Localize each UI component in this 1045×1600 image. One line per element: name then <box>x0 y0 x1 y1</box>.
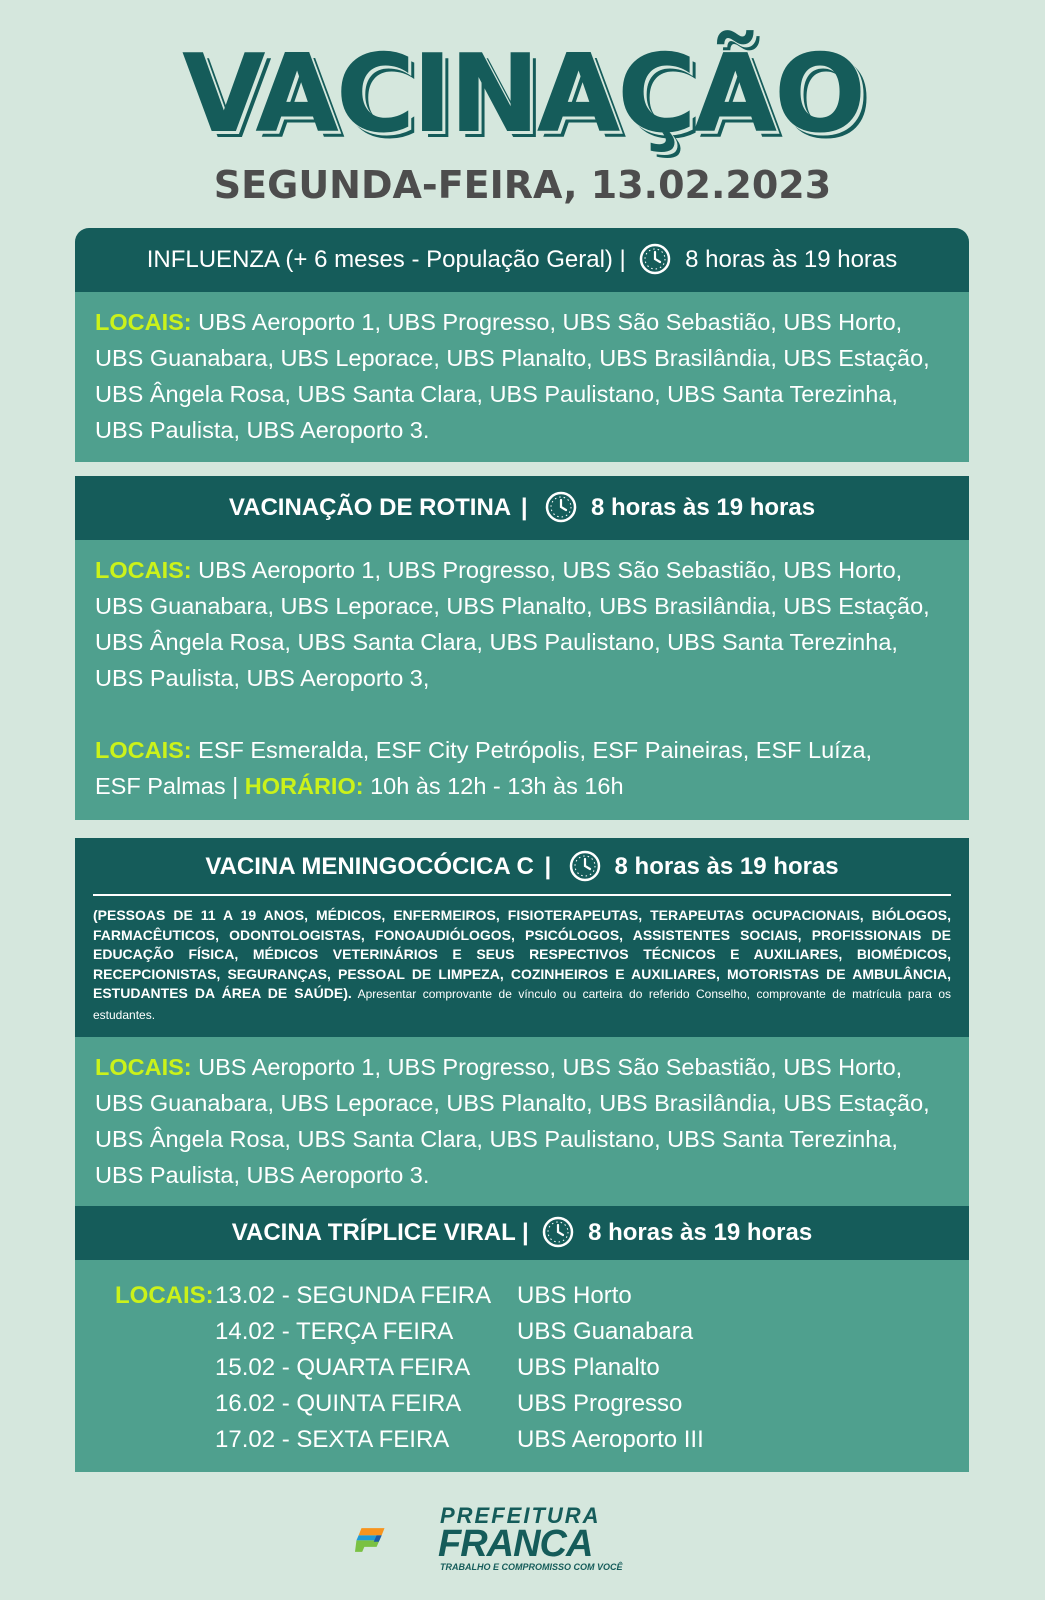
locais-line: UBS Paulista, UBS Aeroporto 3. <box>95 417 430 443</box>
card-title: VACINA MENINGOCÓCICA C <box>205 853 534 880</box>
schedule-place: UBS Planalto <box>517 1354 660 1381</box>
locais-label: LOCAIS: <box>115 1282 214 1309</box>
locais-line: UBS Paulista, UBS Aeroporto 3. <box>95 1162 430 1188</box>
horario-label: HORÁRIO: <box>244 773 364 799</box>
locais-label: LOCAIS: <box>95 557 192 583</box>
page-date: SEGUNDA-FEIRA, 13.02.2023 <box>213 163 832 207</box>
card-header-title <box>93 838 951 894</box>
logo-tagline: TRABALHO E COMPROMISSO COM VOCÊ <box>440 1562 623 1572</box>
card-body <box>75 1260 969 1472</box>
card-hours: 8 horas às 19 horas <box>614 853 839 880</box>
schedule-date: 13.02 - SEGUNDA FEIRA <box>215 1282 492 1309</box>
card-hours: 8 horas às 19 horas <box>590 494 816 521</box>
schedule-place: UBS Progresso <box>517 1390 683 1417</box>
card-header <box>75 1206 969 1260</box>
card-title: VACINAÇÃO DE ROTINA <box>228 494 511 521</box>
locais-line: UBS Ângela Rosa, UBS Santa Clara, UBS Paulistano, UBS Santa Terezinha, <box>95 381 898 407</box>
esf-line: ESF Palmas | <box>95 773 245 799</box>
horario-value: 10h às 12h - 13h às 16h <box>363 773 624 799</box>
logo-line1: PREFEITURA <box>440 1503 601 1528</box>
schedule-date: 14.02 - TERÇA FEIRA <box>215 1318 454 1345</box>
card-meningococica <box>75 838 969 1207</box>
locais-label: LOCAIS: <box>95 1054 192 1080</box>
schedule-place: UBS Aeroporto III <box>517 1426 704 1453</box>
locais-line: UBS Aeroporto 1, UBS Progresso, UBS São Sebastião, UBS Horto, <box>191 1054 903 1080</box>
locais-label: LOCAIS: <box>95 737 192 763</box>
card-header <box>75 228 969 292</box>
locais-line: UBS Aeroporto 1, UBS Progresso, UBS São Sebastião, UBS Horto, <box>191 557 903 583</box>
clock-icon <box>568 849 602 883</box>
clock-icon <box>638 242 672 276</box>
card-header <box>75 838 969 1037</box>
card-body <box>75 1037 969 1207</box>
esf-line: ESF Esmeralda, ESF City Petrópolis, ESF Paineiras, ESF Luíza, <box>191 737 873 763</box>
eligibility-note <box>93 906 951 1025</box>
card-header <box>75 476 969 540</box>
locais-line: UBS Guanabara, UBS Leporace, UBS Planalto, UBS Brasilândia, UBS Estação, <box>95 345 930 371</box>
card-title: INFLUENZA (+ 6 meses - População Geral) | <box>146 246 626 273</box>
schedule-date: 17.02 - SEXTA FEIRA <box>215 1426 450 1453</box>
clock-icon <box>541 1215 575 1249</box>
locais-line: UBS Ângela Rosa, UBS Santa Clara, UBS Paulistano, UBS Santa Terezinha, <box>95 629 898 655</box>
clock-icon <box>544 490 578 524</box>
card-hours: 8 horas às 19 horas <box>588 1219 813 1246</box>
locais-line: UBS Guanabara, UBS Leporace, UBS Planalto, UBS Brasilândia, UBS Estação, <box>95 593 930 619</box>
eligibility-text: (PESSOAS DE 11 A 19 ANOS, MÉDICOS, ENFERMEIROS, FISIOTERAPEUTAS, TERAPEUTAS OCUPACIONAIS, BIÓLOGOS, FARMACÊUTICOS, ODONTOLOGISTAS, FONOAUDIÓLOGOS, PSICÓLOGOS, ASSISTENTES SOCIAIS, PROFISSIONAIS DE EDUCAÇÃO FÍSICA, MÉDICOS VETERINÁRIOS E SEUS RESPECTIVOS TÉCNICOS E AUXILIARES, BIOMÉDICOS, RECEPCIONISTAS, SEGURANÇAS, PESSOAL DE LIMPEZA, COZINHEIROS E AUXILIARES, MOTORISTAS DE AMBULÂNCIA, ESTUDANTES DA ÁREA DE SAÚDE). <box>93 907 951 1001</box>
divider <box>93 894 951 896</box>
locais-line: UBS Guanabara, UBS Leporace, UBS Planalto, UBS Brasilândia, UBS Estação, <box>95 1090 930 1116</box>
page-title: VACINAÇÃO <box>182 32 863 157</box>
schedule-place: UBS Guanabara <box>517 1318 694 1345</box>
separator: | <box>544 853 552 880</box>
card-body <box>75 292 969 462</box>
prefeitura-logo-icon <box>355 1505 445 1575</box>
card-rotina <box>75 476 969 820</box>
eligibility-requirements: Apresentar comprovante de vínculo ou carteira do referido Conselho, comprovante de matrícula para os estudantes. <box>93 987 952 1022</box>
card-hours: 8 horas às 19 horas <box>685 246 898 273</box>
card-body <box>75 540 969 820</box>
schedule-date: 15.02 - QUARTA FEIRA <box>215 1354 471 1381</box>
logo-line2: FRANCA <box>438 1523 593 1565</box>
card-influenza <box>75 228 969 462</box>
card-triplice-viral <box>75 1206 969 1472</box>
locais-label: LOCAIS: <box>95 309 192 335</box>
card-title: VACINA TRÍPLICE VIRAL | <box>231 1219 529 1246</box>
separator: | <box>520 494 528 521</box>
schedule-place: UBS Horto <box>517 1282 632 1309</box>
schedule-date: 16.02 - QUINTA FEIRA <box>215 1390 462 1417</box>
schedule-table <box>75 1260 969 1472</box>
locais-line: UBS Aeroporto 1, UBS Progresso, UBS São Sebastião, UBS Horto, <box>191 309 903 335</box>
locais-line: UBS Paulista, UBS Aeroporto 3, <box>95 665 430 691</box>
locais-line: UBS Ângela Rosa, UBS Santa Clara, UBS Paulistano, UBS Santa Terezinha, <box>95 1126 898 1152</box>
